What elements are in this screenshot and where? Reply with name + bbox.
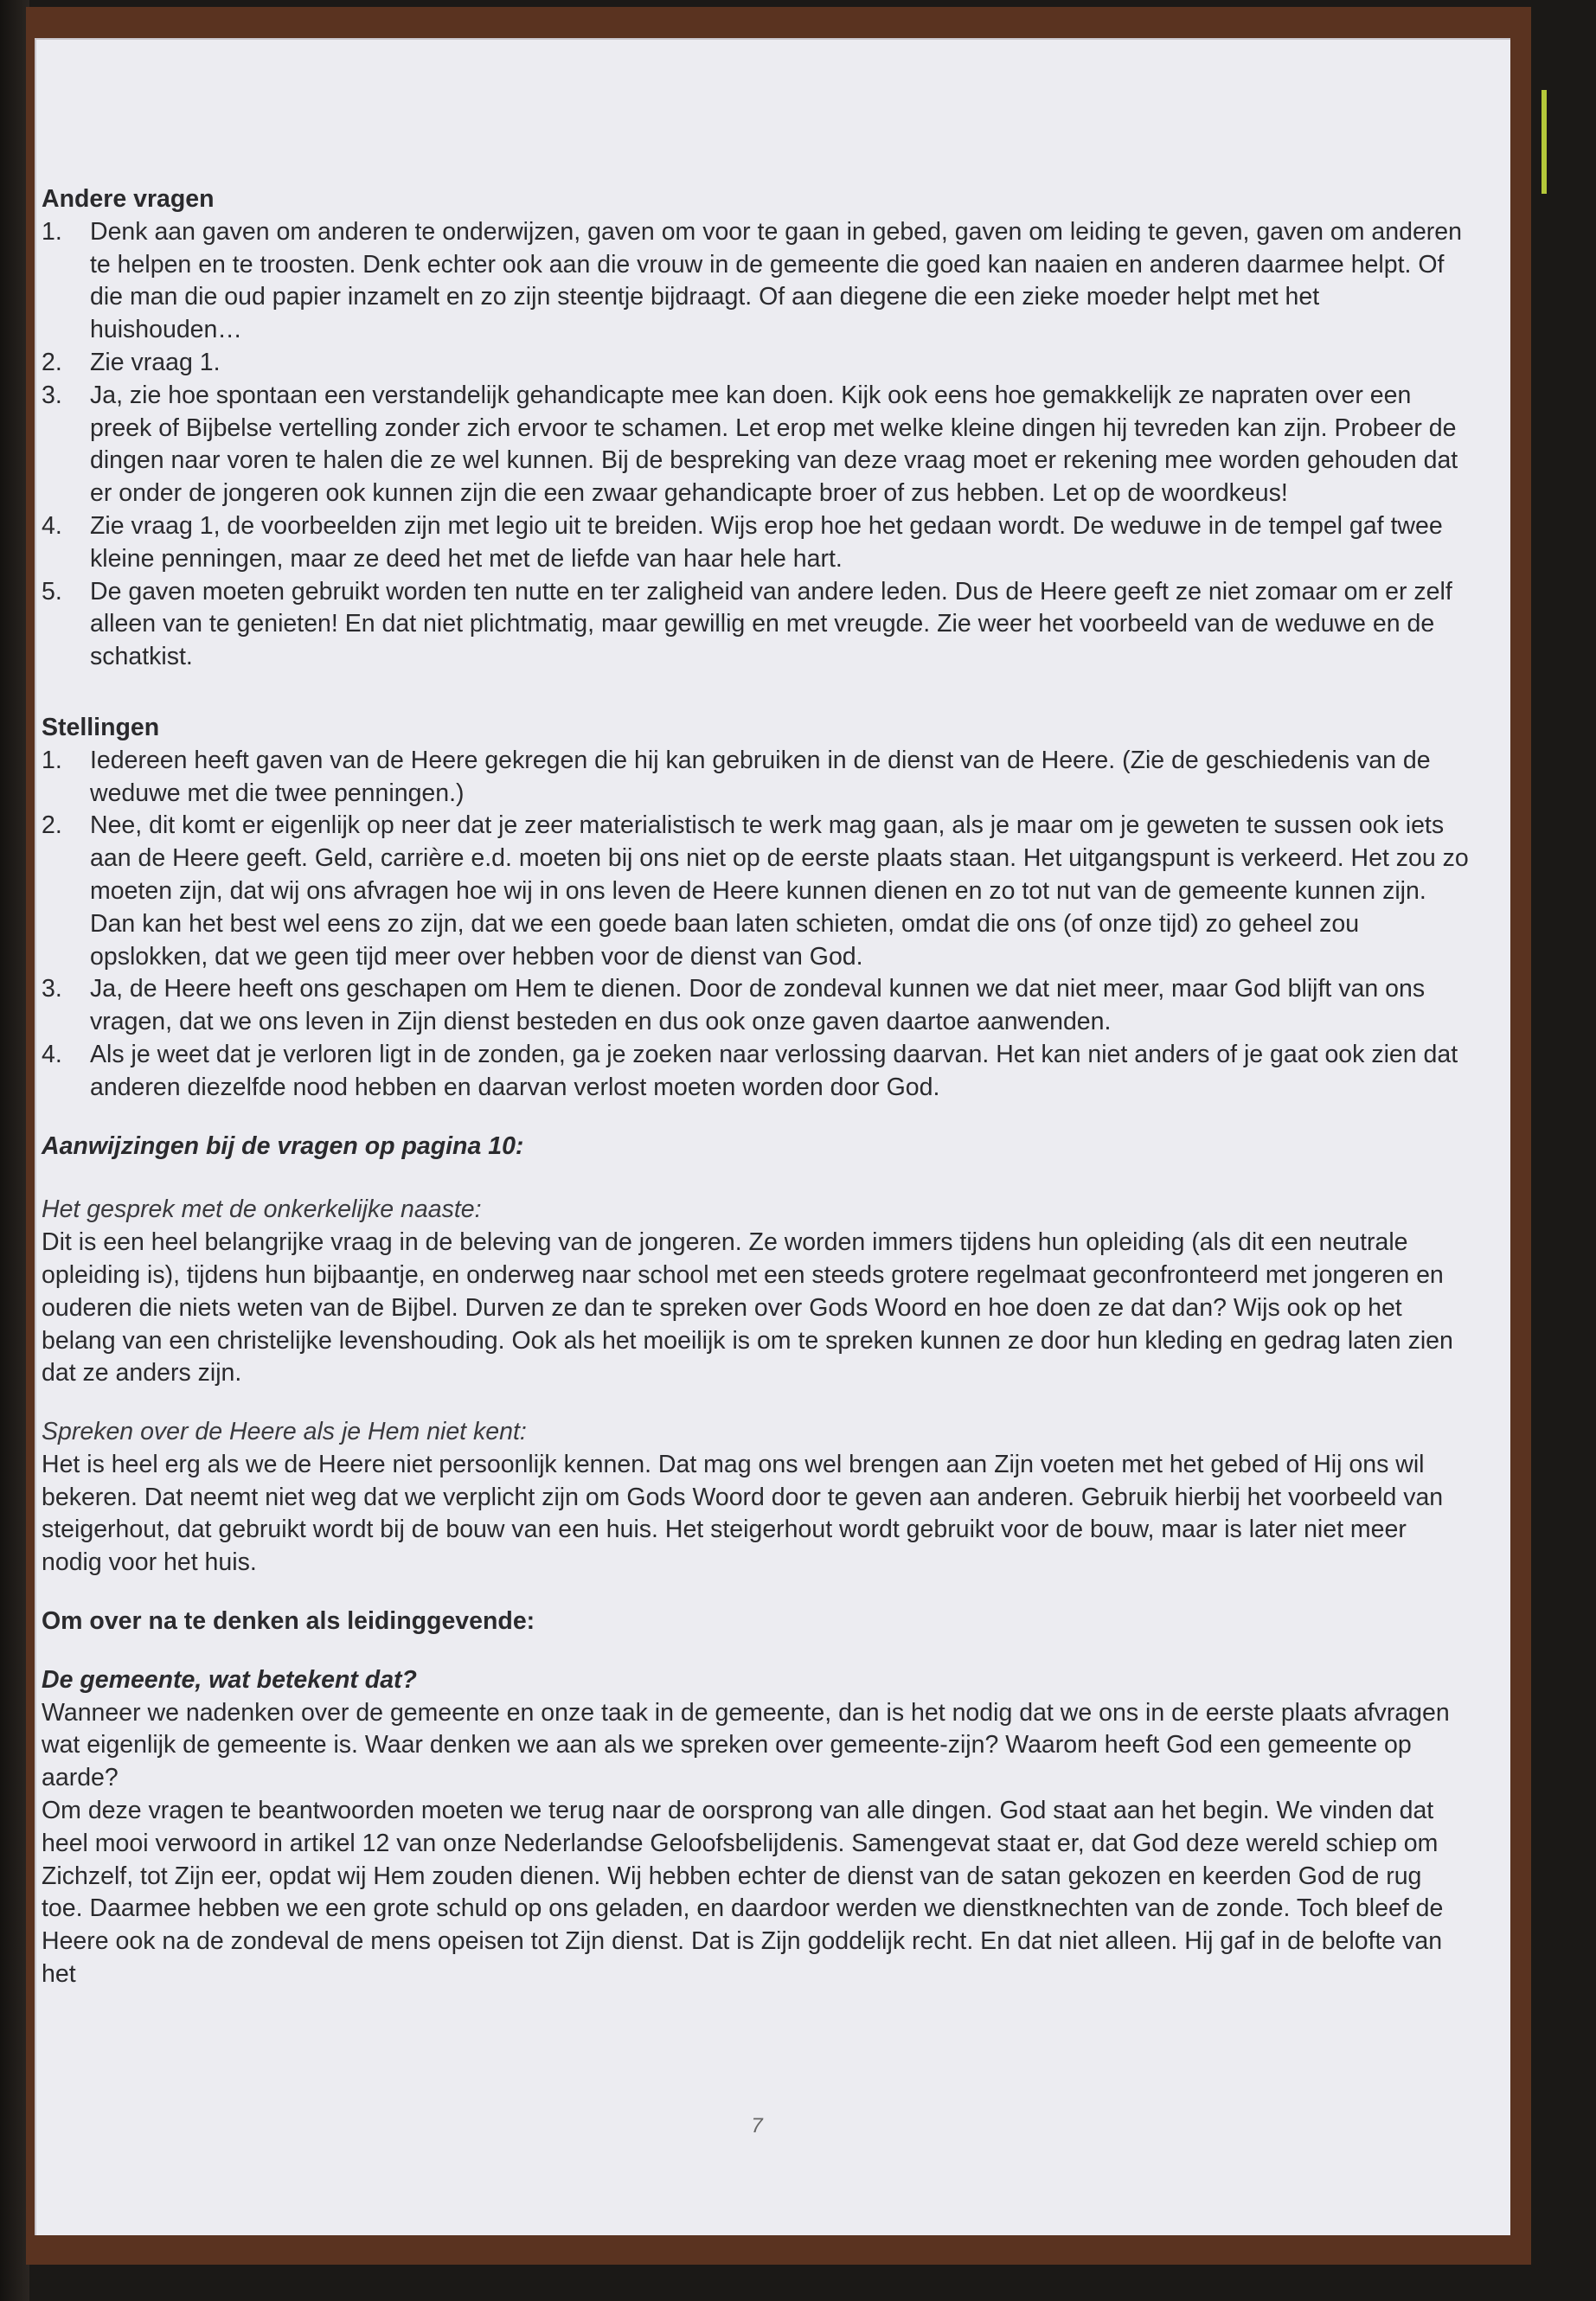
item-text: Denk aan gaven om anderen te onderwijzen, gaven om voor te gaan in gebed, gaven om leiding te geven, gaven om anderen te helpen en te troosten. Denk echter ook aan die vrouw in de gemeente die goed kan naaien en anderen daarmee helpt. Of die man die oud papier inzamelt en zo zijn steentje bijdraagt. Of aan diegene die een zieke moeder helpt met het huishouden…	[90, 217, 1462, 344]
body-paragraph: Wanneer we nadenken over de gemeente en onze taak in de gemeente, dan is het nodig dat we ons in de eerste plaats afvragen wat eigenlijk de gemeente is. Waar denken we aan als we spreken over gemeente-zijn? Waarom heeft God een gemeente op aarde?	[42, 1698, 1450, 1792]
list-item	[42, 510, 1469, 576]
item-number: 2.	[42, 811, 62, 840]
list-item	[42, 380, 1469, 510]
page-content	[42, 183, 1469, 1991]
item-number: 3.	[42, 381, 62, 409]
list-item	[42, 745, 1469, 811]
item-text: De gaven moeten gebruikt worden ten nutte en ter zaligheid van andere leden. Dus de Heere geeft ze niet zomaar om er zelf alleen van te genieten! En dat niet plichtmatig, maar gewillig en met vreugde. Zie weer het voorbeeld van de weduwe en de schatkist.	[90, 577, 1452, 671]
list-item	[42, 973, 1469, 1039]
section-heading: Aanwijzingen bij de vragen op pagina 10:	[42, 1131, 524, 1160]
body-paragraph: Om deze vragen te beantwoorden moeten we terug naar de oorsprong van alle dingen. God staat aan het begin. We vinden dat heel mooi verwoord in artikel 12 van onze Nederlandse Geloofsbelijdenis. Samengevat staat er, dat God deze wereld schiep om Zichzelf, tot Zijn eer, opdat wij Hem zouden dienen. Wij hebben echter de dienst van de satan gekozen en keerden God de rug toe. Daarmee hebben we een grote schuld op ons geladen, en daardoor werden we dienstknechten van de zonde. Toch bleef de Heere ook na de zondeval de mens opeisen tot Zijn dienst. Dat is Zijn goddelijk recht. En dat niet alleen. Hij gaf in de belofte van het	[42, 1797, 1444, 1989]
list-item	[42, 347, 1469, 380]
item-number: 1.	[42, 217, 62, 246]
scan-left-edge	[0, 0, 29, 2301]
andere-vragen-list	[42, 216, 1469, 674]
aanwijzingen-section	[42, 1131, 1469, 1580]
item-number: 2.	[42, 348, 62, 376]
subsection-heading: De gemeente, wat betekent dat?	[42, 1665, 417, 1694]
body-paragraph: Dit is een heel belangrijke vraag in de beleving van de jongeren. Ze worden immers tijdens hun opleiding (als dit een neutrale opleiding is), tijdens hun bijbaantje, en onderweg naar school met een steeds grotere regelmaat geconfronteerd met jongeren en ouderen die niets weten van de Bijbel. Durven ze dan te spreken over Gods Woord en hoe doen ze dat dan? Wijs ook op het belang van een christelijke levenshouding. Ook als het moeilijk is om te spreken kunnen ze door hun kleding en gedrag laten zien dat ze anders zijn.	[42, 1228, 1453, 1388]
subsection-heading: Spreken over de Heere als je Hem niet kent:	[42, 1418, 527, 1446]
section-heading: Stellingen	[42, 713, 160, 741]
item-text: Iedereen heeft gaven van de Heere gekregen die hij kan gebruiken in de dienst van de Heere. (Zie de geschiedenis van de weduwe met die twee penningen.)	[90, 746, 1431, 807]
stellingen-list	[42, 745, 1469, 1105]
item-text: Zie vraag 1.	[90, 348, 221, 376]
item-text: Zie vraag 1, de voorbeelden zijn met legio uit te breiden. Wijs erop hoe het gedaan wordt. De weduwe in de tempel gaf twee kleine penningen, maar ze deed het met de liefde van haar hele hart.	[90, 511, 1443, 573]
item-number: 4.	[42, 511, 62, 540]
list-item	[42, 1039, 1469, 1105]
document-page	[35, 38, 1510, 2235]
item-text: Ja, zie hoe spontaan een verstandelijk gehandicapte mee kan doen. Kijk ook eens hoe gemakkelijk ze napraten over een preek of Bijbelse vertelling zonder zich ervoor te schamen. Let erop met welke kleine dingen hij tevreden kan zijn. Probeer de dingen naar voren te halen die ze wel kunnen. Bij de bespreking van deze vraag moet er rekening mee worden gehouden dat er onder de jongeren ook kunnen zijn die een zwaar gehandicapte broer of zus hebben. Let op de woordkeus!	[90, 381, 1458, 508]
section-heading: Om over na te denken als leidinggevende:	[42, 1607, 535, 1636]
leiding-section	[42, 1606, 1469, 1991]
item-number: 3.	[42, 975, 62, 1003]
item-text: Ja, de Heere heeft ons geschapen om Hem te dienen. Door de zondeval kunnen we dat niet meer, maar God blijft van ons vragen, dat we ons leven in Zijn dienst besteden en dus ook onze gaven daartoe aanwenden.	[90, 975, 1426, 1036]
page-tab-marker	[1542, 90, 1547, 194]
item-number: 5.	[42, 577, 62, 606]
item-number: 1.	[42, 746, 62, 774]
andere-vragen-section	[42, 183, 1469, 674]
page-number: 7	[751, 2114, 763, 2138]
stellingen-section	[42, 712, 1469, 1105]
body-paragraph: Het is heel erg als we de Heere niet persoonlijk kennen. Dat mag ons wel brengen aan Zijn voeten met het gebed of Hij ons wil bekeren. Dat neemt niet weg dat we verplicht zijn om Gods Woord door te geven aan anderen. Gebruik hierbij het voorbeeld van steigerhout, dat gebruikt wordt bij de bouw van een huis. Het steigerhout wordt gebruikt voor de bouw, maar is later niet meer nodig voor het huis.	[42, 1450, 1444, 1577]
list-item	[42, 810, 1469, 973]
item-text: Als je weet dat je verloren ligt in de zonden, ga je zoeken naar verlossing daarvan. Het kan niet anders of je gaat ook zien dat anderen diezelfde nood hebben en daarvan verlost moeten worden door God.	[90, 1040, 1458, 1101]
item-text: Nee, dit komt er eigenlijk op neer dat je zeer materialistisch te werk mag gaan, als je maar om je geweten te sussen ook iets aan de Heere geeft. Geld, carrière e.d. moeten bij ons niet op de eerste plaats staan. Het uitgangspunt is verkeerd. Het zou zo moeten zijn, dat wij ons afvragen hoe wij in ons leven de Heere kunnen dienen en zo tot nut van de gemeente kunnen zijn. Dan kan het best wel eens zo zijn, dat we een goede baan laten schieten, omdat die ons (of onze tijd) zo geheel zou opslokken, dat we geen tijd meer over hebben voor de dienst van God.	[90, 811, 1469, 971]
list-item	[42, 576, 1469, 674]
item-number: 4.	[42, 1040, 62, 1068]
section-heading: Andere vragen	[42, 185, 215, 213]
subsection-heading: Het gesprek met de onkerkelijke naaste:	[42, 1195, 482, 1224]
list-item	[42, 216, 1469, 347]
